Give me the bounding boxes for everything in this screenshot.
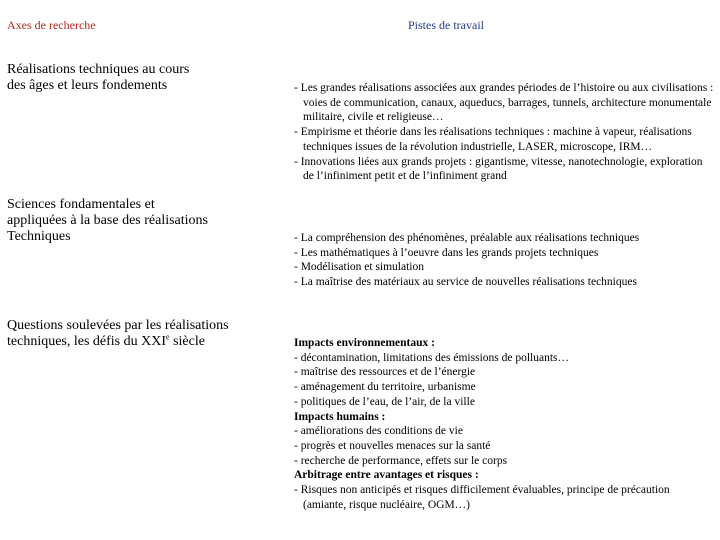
list-item: - décontamination, limitations des émissions de polluants… xyxy=(294,351,570,364)
axis-title-line: Questions soulevées par les réalisations xyxy=(7,318,229,333)
group-heading: Arbitrage entre avantages et risques : xyxy=(294,469,479,482)
axis-title-realisations xyxy=(7,62,247,94)
group-heading: Impacts environnementaux : xyxy=(294,337,435,349)
axis-title-sciences xyxy=(7,197,247,245)
pistes-realisations xyxy=(294,81,714,184)
pistes-questions xyxy=(294,336,714,512)
list-item: - La maîtrise des matériaux au service de nouvelles réalisations techniques xyxy=(294,276,637,289)
axis-title-line: Réalisations techniques au cours xyxy=(7,62,190,77)
list-item: - La compréhension des phénomènes, préalable aux réalisations techniques xyxy=(294,232,640,244)
list-item: - améliorations des conditions de vie xyxy=(294,425,463,438)
list-item: - recherche de performance, effets sur le corps xyxy=(294,454,508,467)
list-item: - Risques non anticipés et risques difficilement évaluables, principe de précaution (amiante, risque nucléaire, OGM…) xyxy=(294,484,670,511)
column-header-axes: Axes de recherche xyxy=(7,18,96,32)
list-item: - politiques de l’eau, de l’air, de la ville xyxy=(294,395,475,408)
axis-title-line: Techniques xyxy=(7,229,71,244)
list-item: - Modélisation et simulation xyxy=(294,261,424,274)
axis-title-line: Sciences fondamentales et xyxy=(7,197,155,212)
list-item: - Innovations liées aux grands projets : gigantisme, vitesse, nanotechnologie, exploration de l’infiniment petit et de l’infiniment grand xyxy=(294,155,703,183)
list-item: - aménagement du territoire, urbanisme xyxy=(294,381,476,394)
axis-title-line: techniques, les défis du XXIe siècle xyxy=(7,332,205,349)
column-header-pistes: Pistes de travail xyxy=(408,18,484,32)
list-item: - maîtrise des ressources et de l’énergie xyxy=(294,366,476,379)
axis-title-line: des âges et leurs fondements xyxy=(7,78,168,93)
pistes-sciences xyxy=(294,231,714,290)
list-item: - Empirisme et théorie dans les réalisations techniques : machine à vapeur, réalisations techniques issues de la révolution industrielle, LASER, microscope, IRM… xyxy=(294,126,692,153)
list-item: - Les grandes réalisations associées aux grandes périodes de l’histoire ou aux civilisations : voies de communication, canaux, aqueducs, barrages, tunnels, architecture monumentale militaire, civile et religieuse… xyxy=(294,82,714,124)
list-item: - Les mathématiques à l’oeuvre dans les grands projets techniques xyxy=(294,246,599,259)
list-item: - progrès et nouvelles menaces sur la santé xyxy=(294,439,491,452)
axis-title-questions xyxy=(7,318,247,350)
axis-title-line: appliquées à la base des réalisations xyxy=(7,213,208,228)
group-heading: Impacts humains : xyxy=(294,410,386,423)
